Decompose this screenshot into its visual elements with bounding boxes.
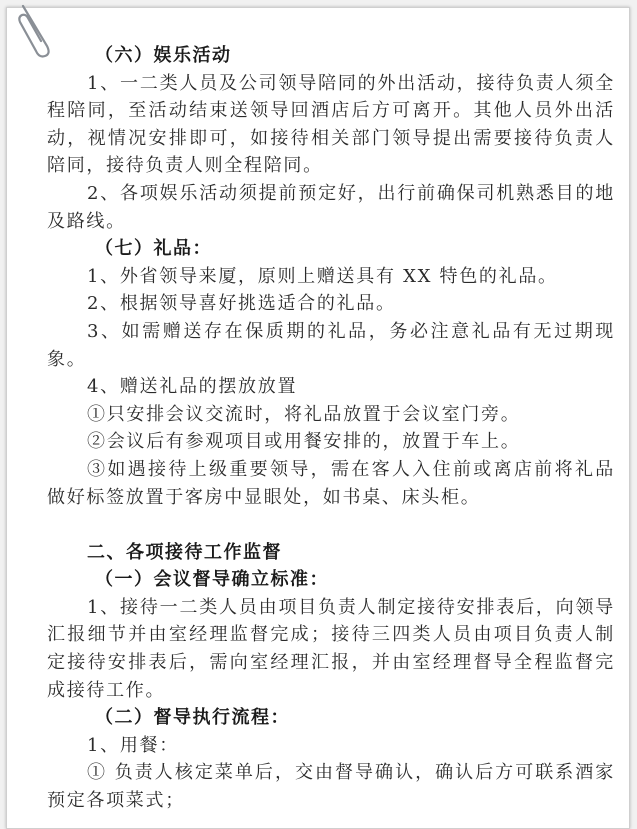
paragraph: 1、接待一二类人员由项目负责人制定接待安排表后，向领导汇报细节并由室经理监督完成；接待三四类人员由项目负责人制定接待安排表后，需向室经理汇报，并由室经理督导全程监督完成接待工作。 bbox=[47, 596, 615, 701]
paragraph: 2、各项娱乐活动须提前预定好，出行前确保司机熟悉目的地及路线。 bbox=[47, 182, 615, 232]
paragraph: 2、根据领导喜好挑选适合的礼品。 bbox=[87, 293, 396, 315]
section-heading: （一）会议督导确立标准： bbox=[95, 569, 329, 591]
section-heading: （七）礼品： bbox=[95, 238, 212, 260]
paragraph: ①只安排会议交流时，将礼品放置于会议室门旁。 bbox=[87, 403, 521, 425]
paragraph: ②会议后有参观项目或用餐安排的，放置于车上。 bbox=[87, 431, 521, 453]
document-body bbox=[47, 42, 615, 815]
paragraph: 4、赠送礼品的摆放放置 bbox=[87, 376, 298, 398]
paragraph: ③如遇接待上级重要领导，需在客人入住前或离店前将礼品做好标签放置于客房中显眼处，如书桌、床头柜。 bbox=[47, 458, 615, 508]
paragraph: ① 负责人核定菜单后，交由督导确认，确认后方可联系酒家预定各项菜式； bbox=[47, 762, 615, 812]
paragraph: 3、如需赠送存在保质期的礼品，务必注意礼品有无过期现象。 bbox=[47, 320, 615, 370]
part-heading: 二、各项接待工作监督 bbox=[87, 541, 282, 563]
document-page bbox=[6, 7, 630, 829]
paragraph: 1、一二类人员及公司领导陪同的外出活动，接待负责人须全程陪同，至活动结束送领导回酒店后方可离开。其他人员外出活动，视情况安排即可，如接待相关部门领导提出需要接待负责人陪同，接待负责人则全程陪同。 bbox=[47, 72, 615, 177]
section-heading: （六）娱乐活动 bbox=[95, 45, 232, 66]
section-heading: （二）督导执行流程： bbox=[95, 707, 290, 729]
blank-line bbox=[47, 511, 615, 539]
paragraph: 1、外省领导来厦，原则上赠送具有 XX 特色的礼品。 bbox=[87, 265, 558, 287]
paragraph: 1、用餐： bbox=[87, 734, 179, 756]
